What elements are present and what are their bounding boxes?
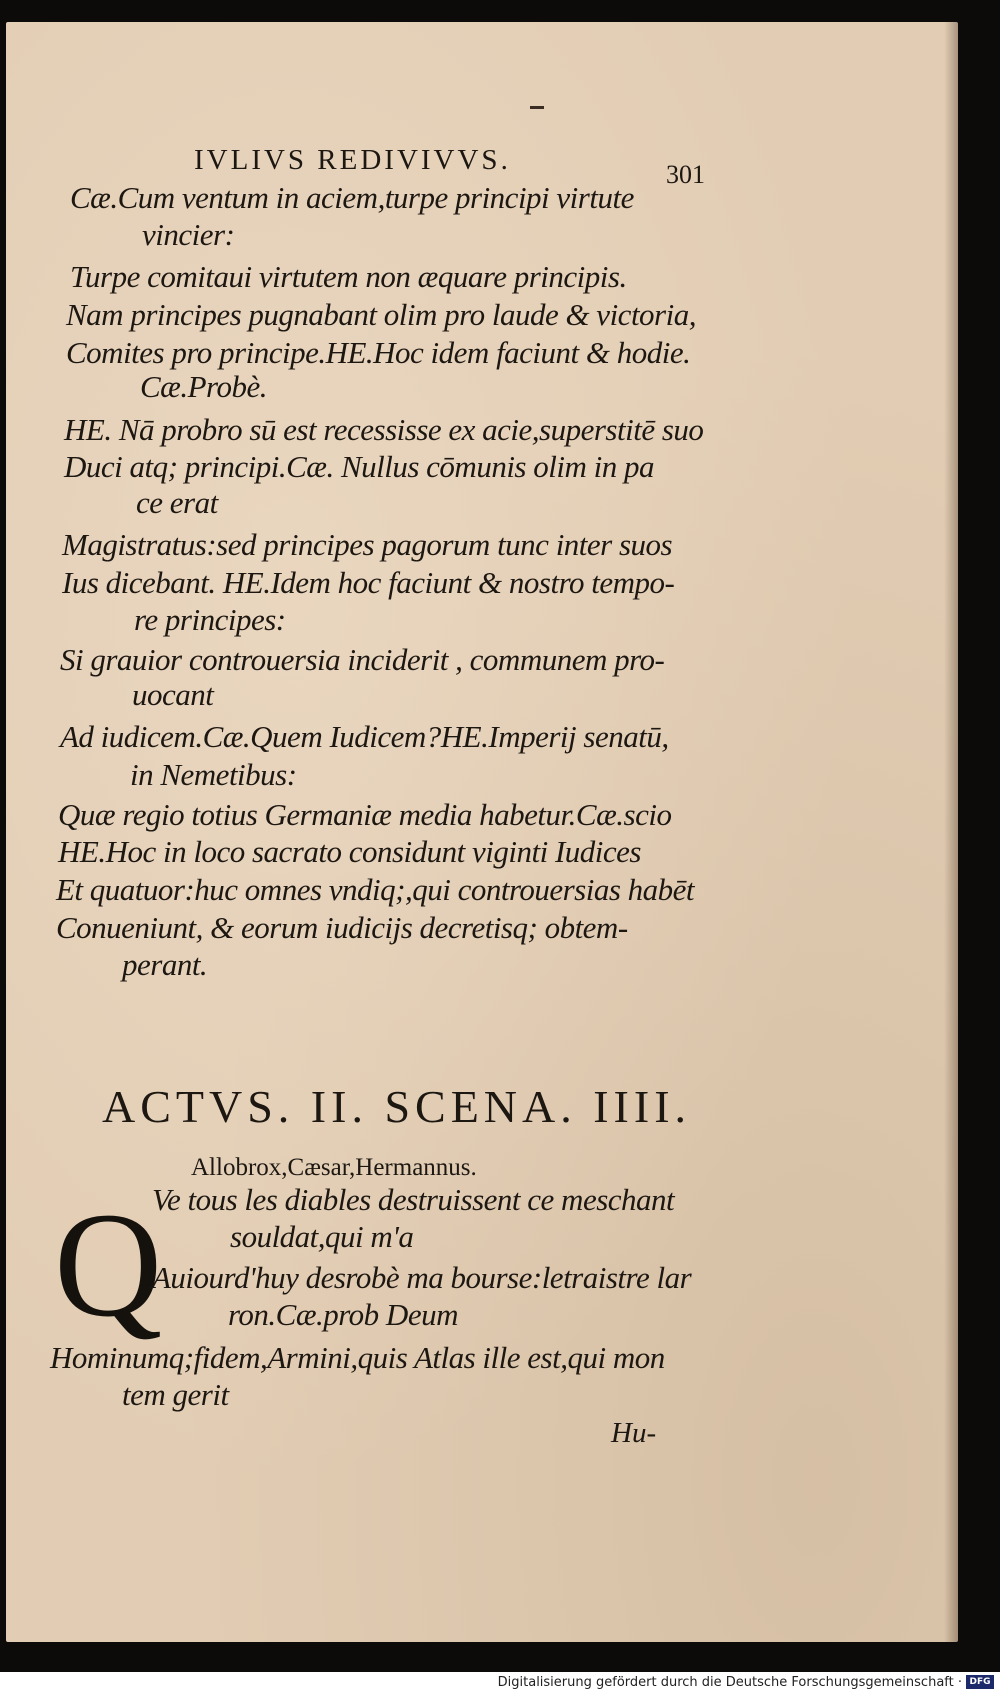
text-line: Si grauior controuersia inciderit , communem pro- bbox=[60, 642, 665, 677]
text-line: in Nemetibus: bbox=[130, 757, 297, 792]
dfg-logo-icon: DFG bbox=[966, 1675, 994, 1689]
text-line: vincier: bbox=[142, 217, 235, 252]
text-line: Comites pro principe.HE.Hoc idem faciunt & hodie. bbox=[66, 335, 691, 370]
scene-line: ron.Cæ.prob Deum bbox=[228, 1297, 458, 1332]
scene-line: tem gerit bbox=[122, 1377, 229, 1412]
scene-heading: ACTVS. II. SCENA. IIII. bbox=[102, 1081, 692, 1132]
catchword: Hu- bbox=[611, 1417, 657, 1449]
text-line: HE.Hoc in loco sacrato considunt viginti Iudices bbox=[58, 834, 641, 869]
drop-initial: Q bbox=[54, 1182, 163, 1348]
text-line: Cæ.Cum ventum in aciem,turpe principi virtute bbox=[70, 180, 634, 215]
running-head: IVLIVS REDIVIVVS. bbox=[194, 144, 511, 176]
text-line: Ad iudicem.Cæ.Quem Iudicem?HE.Imperij senatū, bbox=[60, 719, 669, 754]
text-line: Et quatuor:huc omnes vndiq;,qui controuersias habēt bbox=[56, 872, 695, 907]
text-line: Magistratus:sed principes pagorum tunc inter suos bbox=[62, 527, 673, 562]
text-line: Cæ.Probè. bbox=[140, 369, 267, 404]
scene-line: Auiourd'huy desrobè ma bourse:letraistre lar bbox=[152, 1260, 692, 1295]
book-page bbox=[6, 22, 958, 1642]
text-line: Nam principes pugnabant olim pro laude & victoria, bbox=[66, 297, 696, 332]
text-line: re principes: bbox=[134, 602, 286, 637]
footer-credit: Digitalisierung gefördert durch die Deutsche Forschungsgemeinschaft · bbox=[497, 1675, 962, 1690]
text-line: Ius dicebant. HE.Idem hoc faciunt & nostro tempo- bbox=[62, 565, 675, 600]
text-line: perant. bbox=[122, 947, 208, 982]
scene-line: souldat,qui m'a bbox=[230, 1219, 414, 1254]
text-line: uocant bbox=[132, 677, 214, 712]
ornament-dash bbox=[530, 106, 544, 109]
text-line: Turpe comitaui virtutem non æquare principis. bbox=[70, 259, 627, 294]
text-line: Conueniunt, & eorum iudicijs decretisq; obtem- bbox=[56, 910, 628, 945]
text-line: HE. Nā probro sū est recessisse ex acie,superstitē suo bbox=[64, 412, 704, 447]
text-line: ce erat bbox=[136, 485, 218, 520]
text-line: Quæ regio totius Germaniæ media habetur.Cæ.scio bbox=[58, 797, 672, 832]
text-line: Duci atq; principi.Cæ. Nullus cōmunis olim in pa bbox=[64, 449, 654, 484]
scene-line: Hominumq;fidem,Armini,quis Atlas ille est,qui mon bbox=[50, 1340, 665, 1375]
scene-line: Ve tous les diables destruissent ce meschant bbox=[152, 1182, 675, 1217]
page-number: 301 bbox=[666, 160, 705, 189]
dramatis-personae: Allobrox,Cæsar,Hermannus. bbox=[191, 1154, 477, 1181]
